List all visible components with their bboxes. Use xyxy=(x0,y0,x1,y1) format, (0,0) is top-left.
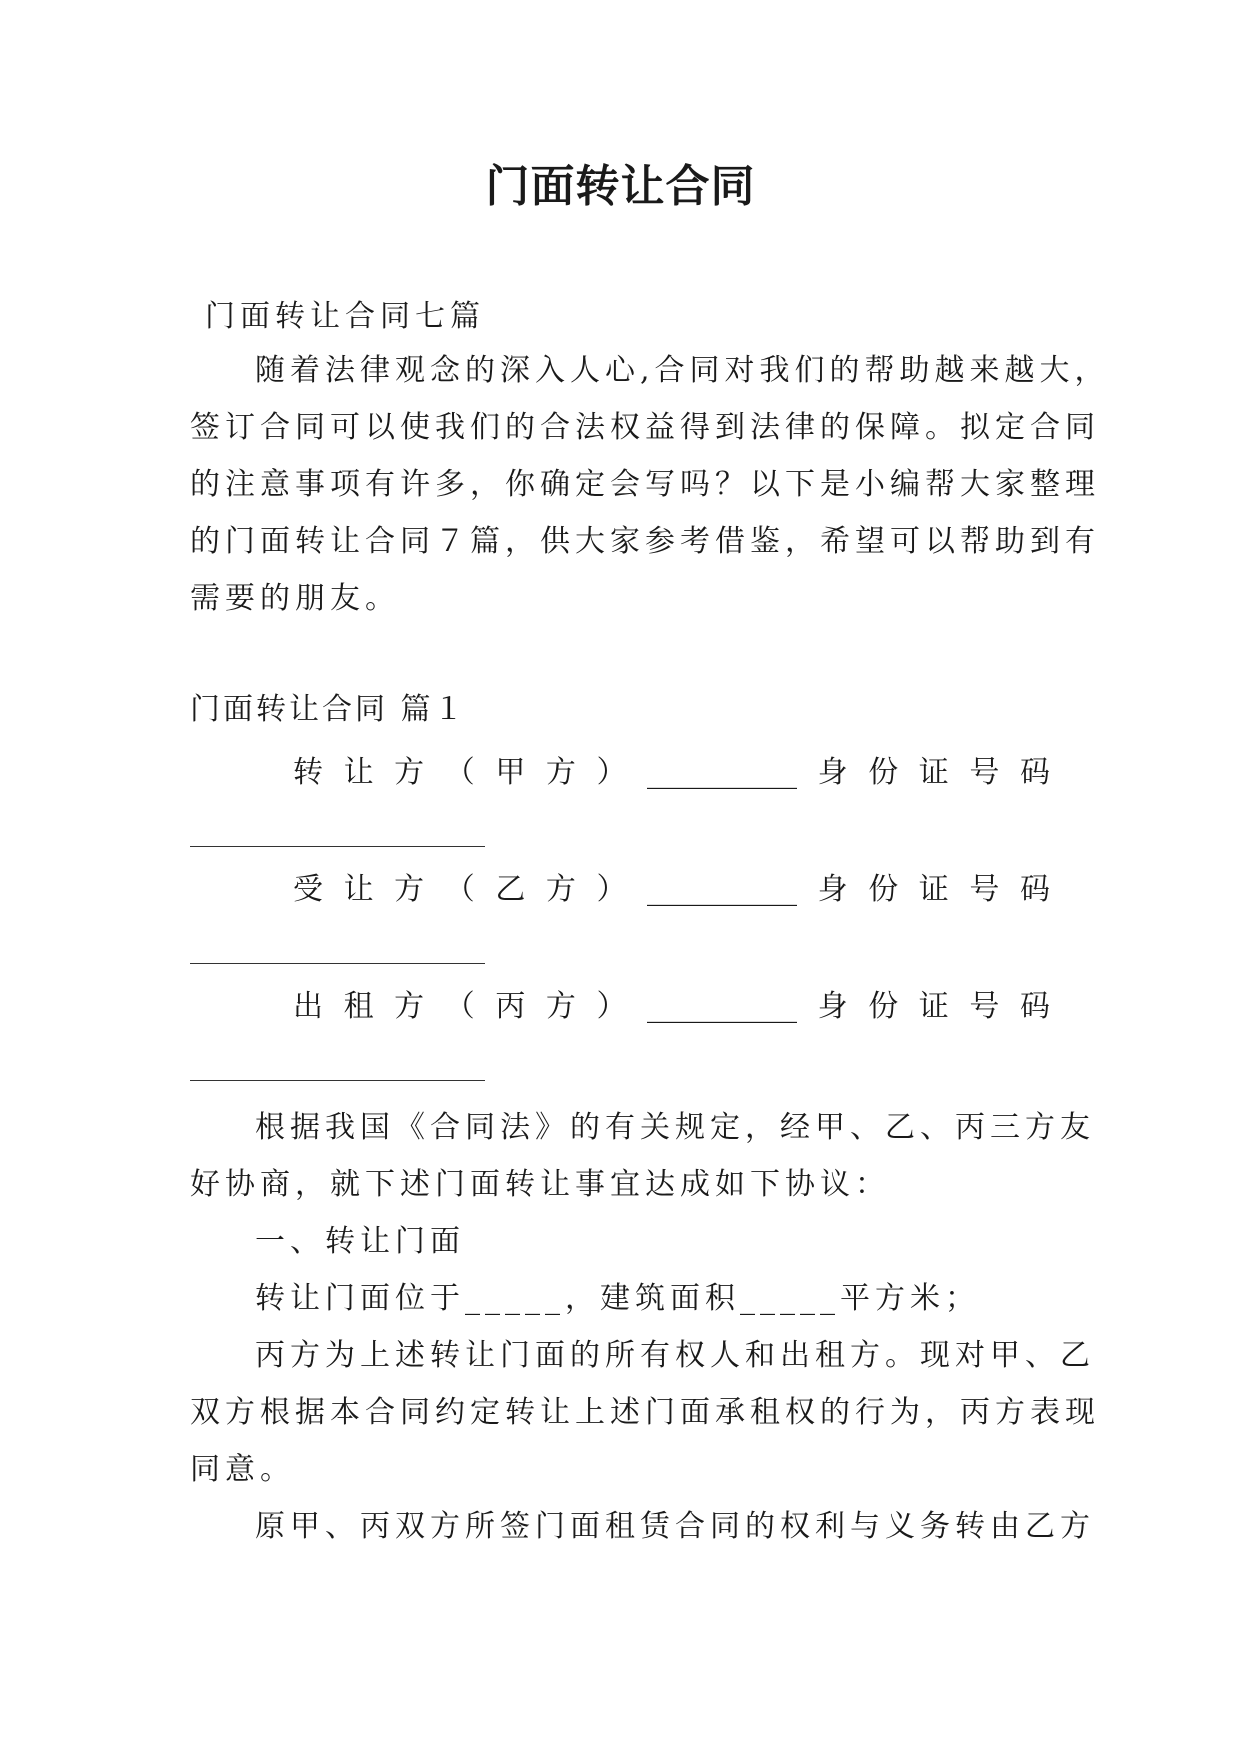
party-lessor: 出 租 方 （ 丙 方 ） __________ 身 份 证 号 码 xyxy=(293,989,1050,1024)
intro-line-2: 签订合同可以使我们的合法权益得到法律的保障。拟定合同 xyxy=(190,410,1100,445)
intro-line-1: 随着法律观念的深入人心,合同对我们的帮助越来越大， xyxy=(255,353,1110,388)
document-subtitle: 门面转让合同七篇 xyxy=(205,299,485,334)
intro-line-3: 的注意事项有许多，你确定会写吗？以下是小编帮大家整理 xyxy=(190,467,1100,502)
intro-line-4: 的门面转让合同７篇，供大家参考借鉴，希望可以帮助到有 xyxy=(190,524,1100,559)
body-paragraph-line: 原甲、丙双方所签门面租赁合同的权利与义务转由乙方 xyxy=(255,1509,1095,1544)
section-heading: 门面转让合同 篇１ xyxy=(190,692,467,727)
party-transferee: 受 让 方 （ 乙 方 ） __________ 身 份 证 号 码 xyxy=(293,872,1050,907)
body-paragraph-line: 同意。 xyxy=(190,1452,295,1487)
body-paragraph-line: 转让门面位于_____，建筑面积_____平方米； xyxy=(255,1281,980,1316)
id-number-blank xyxy=(190,1080,485,1081)
clause-heading: 一、转让门面 xyxy=(255,1224,465,1259)
body-paragraph-line: 好协商，就下述门面转让事宜达成如下协议： xyxy=(190,1167,890,1202)
body-paragraph-line: 双方根据本合同约定转让上述门面承租权的行为，丙方表现 xyxy=(190,1395,1100,1430)
id-number-blank xyxy=(190,846,485,847)
id-number-blank xyxy=(190,963,485,964)
intro-line-5: 需要的朋友。 xyxy=(190,581,400,616)
document-title: 门面转让合同 xyxy=(485,161,756,212)
body-paragraph-line: 根据我国《合同法》的有关规定，经甲、乙、丙三方友 xyxy=(255,1110,1095,1145)
body-paragraph-line: 丙方为上述转让门面的所有权人和出租方。现对甲、乙 xyxy=(255,1338,1095,1373)
party-transferor: 转 让 方 （ 甲 方 ） __________ 身 份 证 号 码 xyxy=(293,755,1050,790)
